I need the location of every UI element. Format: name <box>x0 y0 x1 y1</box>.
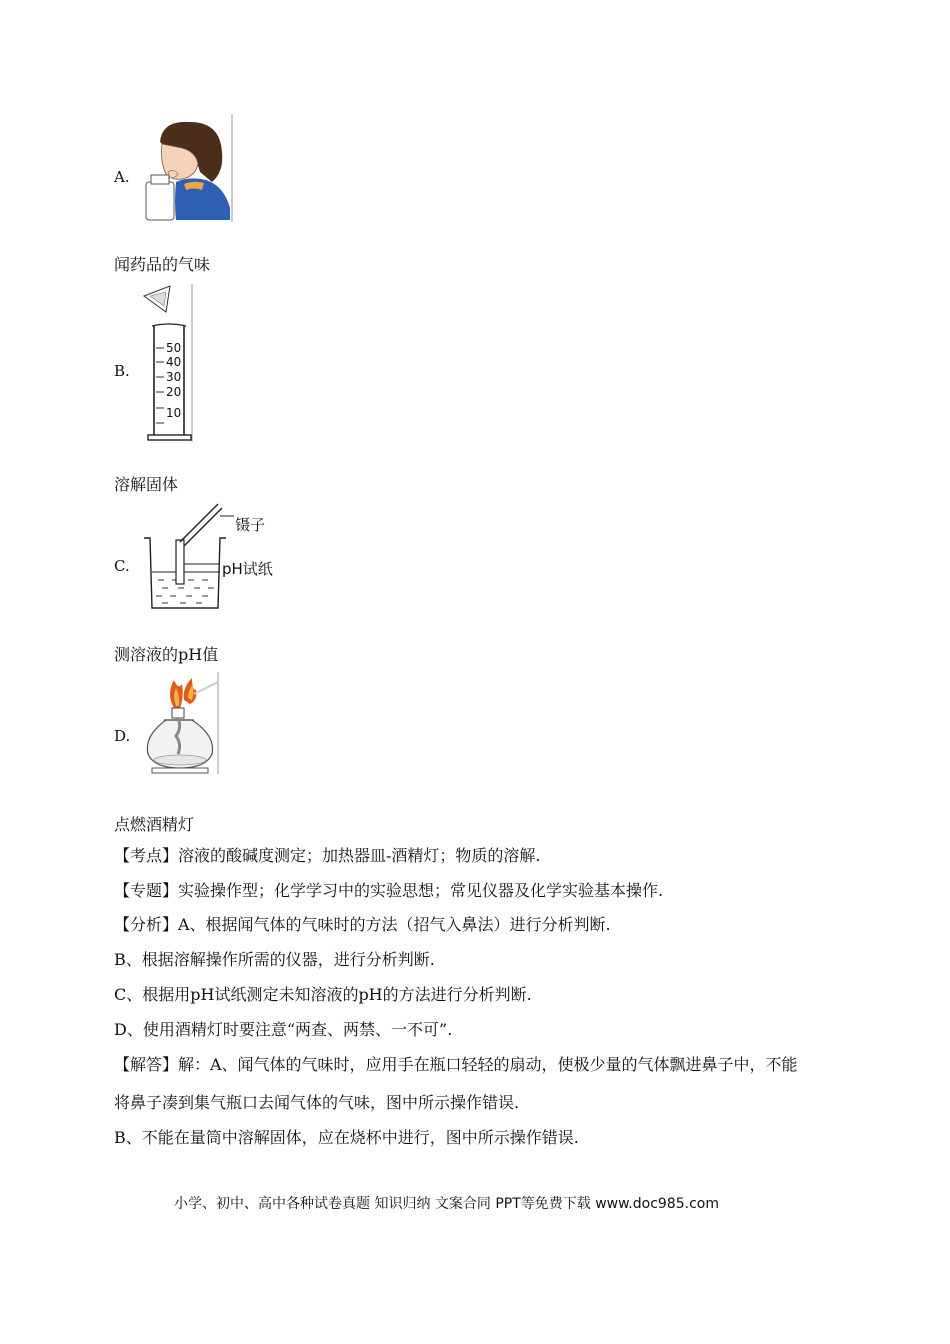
option-d-caption: 点燃酒精灯 <box>114 815 195 834</box>
option-a-letter: A. <box>114 168 130 186</box>
cylinder-mark-10: 10 <box>166 406 182 420</box>
analysis-line-b: B、根据溶解操作所需的仪器，进行分析判断. <box>114 950 435 969</box>
option-a-caption: 闻药品的气味 <box>114 255 211 274</box>
answer-line-1: 【解答】解：A、闻气体的气味时，应用手在瓶口轻轻的扇动，使极少量的气体飘进鼻子中，不能 <box>114 1055 798 1074</box>
analysis-line-zhuanti: 【专题】实验操作型；化学学习中的实验思想；常见仪器及化学实验基本操作. <box>114 881 664 900</box>
answer-line-3: B、不能在量筒中溶解固体，应在烧杯中进行，图中所示操作错误. <box>114 1128 579 1147</box>
ph-test-figure <box>140 500 280 612</box>
graduated-cylinder-figure <box>140 282 200 444</box>
analysis-line-fenxi: 【分析】A、根据闻气体的气味时的方法（招气入鼻法）进行分析判断. <box>114 915 611 934</box>
analysis-line-c: C、根据用pH试纸测定未知溶液的pH的方法进行分析判断. <box>114 985 532 1004</box>
cylinder-mark-20: 20 <box>166 385 182 399</box>
option-c-caption: 测溶液的pH值 <box>114 645 219 664</box>
analysis-line-kaodian: 【考点】溶液的酸碱度测定；加热器皿-酒精灯；物质的溶解. <box>114 846 541 865</box>
page-footer: 小学、初中、高中各种试卷真题 知识归纳 文案合同 PPT等免费下载 www.doc985.com <box>174 1196 719 1212</box>
option-c-letter: C. <box>114 557 130 575</box>
option-b-letter: B. <box>114 362 130 380</box>
cylinder-mark-40: 40 <box>166 355 182 369</box>
cylinder-mark-30: 30 <box>166 370 182 384</box>
answer-line-2: 将鼻子凑到集气瓶口去闻气体的气味，图中所示操作错误. <box>114 1093 520 1112</box>
alcohol-lamp-figure <box>140 670 224 778</box>
smelling-figure <box>140 112 235 224</box>
analysis-line-d: D、使用酒精灯时要注意“两查、两禁、一不可”. <box>114 1020 453 1039</box>
option-b-caption: 溶解固体 <box>114 475 179 494</box>
cylinder-mark-50: 50 <box>166 341 182 355</box>
tweezers-label: 镊子 <box>235 516 266 534</box>
option-d-letter: D. <box>114 727 131 745</box>
ph-paper-label: pH试纸 <box>222 560 273 578</box>
